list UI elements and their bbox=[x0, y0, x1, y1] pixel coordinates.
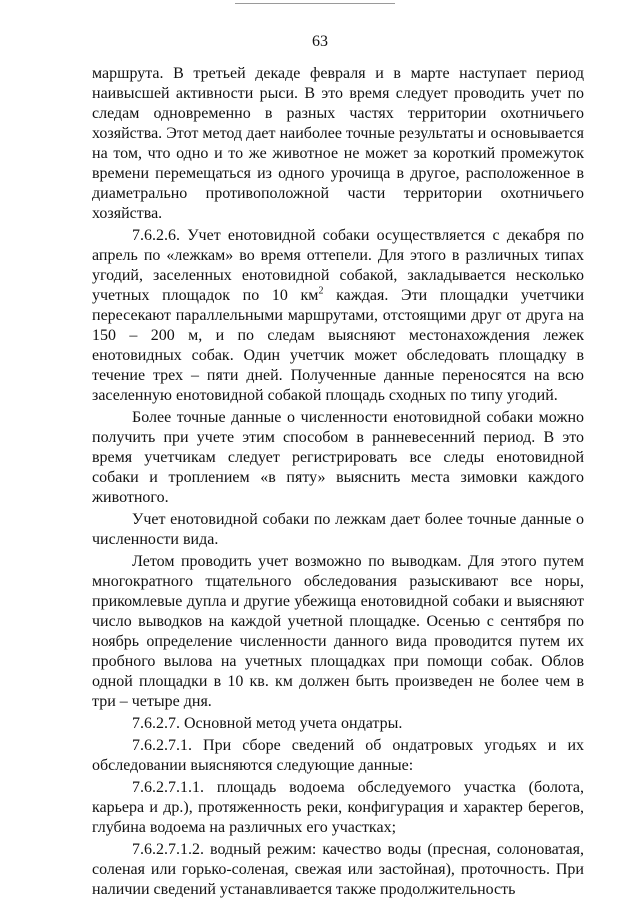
paragraph-muskrat-heading: 7.6.2.7. Основной метод учета ондатры. bbox=[132, 715, 403, 732]
paragraph-summer-broods: Летом проводить учет возможно по выводкам. Для этого путем многократного тщательного обследования разыскивают все норы, прикомлевые дупла и другие убежища енотовидной собаки и выясняют число выводков на каждой учетной площадке. Осенью с сентября по ноябрь определение численности данного вида проводится путем их пробного вылова на учетных площадках при помощи собак. Облов одной площадки в 10 кв. км должен быть произведен не более чем в три – четыре дня. bbox=[92, 553, 584, 710]
superscript: 2 bbox=[318, 285, 324, 297]
paragraph-early-spring-survey: Более точные данные о численности енотовидной собаки можно получить при учете этим способом в ранневесенний период. В это время учетчикам следует регистрировать все следы енотовидной собаки и троплением «в пяту» выяснить места зимовки каждого животного. bbox=[92, 409, 584, 506]
paragraph-muskrat-data: 7.6.2.7.1. При сборе сведений об ондатровых угодьях и их обследовании выясняются следующие данные: bbox=[92, 737, 584, 774]
paragraph-raccoon-dog-survey bbox=[92, 226, 584, 406]
paragraph-lairs-accuracy: Учет енотовидной собаки по лежкам дает более точные данные о численности вида. bbox=[92, 511, 584, 548]
scan-edge-line bbox=[235, 3, 395, 4]
paragraph-water-regime: 7.6.2.7.1.2. водный режим: качество воды (пресная, солоноватая, соленая или горько-соленая, свежая или застойная), проточность. При наличии сведений устанавливается также продолжительность bbox=[92, 841, 584, 898]
document-body bbox=[92, 64, 584, 900]
paragraph-text: 7.6.2.6. Учет енотовидной собаки осуществляется с декабря по апрель по «лежкам» во время оттепели. Для этого в различных типах угодий, заселенных енотовидной собакой, закладывается несколько учетных площадок по 10 км bbox=[92, 227, 584, 304]
paragraph-text: каждая. Эти площадки учетчики пересекают параллельными маршрутами, отстоящими друг от друга на 150 – 200 м, и по следам выясняют местонахождения лежек енотовидных собак. Один учетчик может обследовать площадку в течение трех – пяти дней. Полученные данные переносятся на всю заселенную енотовидной собакой площадь сходных по типу угодий. bbox=[92, 287, 585, 404]
paragraph-water-area: 7.6.2.7.1.1. площадь водоема обследуемого участка (болота, карьера и др.), протяженность реки, конфигурация и характер берегов, глубина водоема на различных его участках; bbox=[92, 779, 584, 836]
paragraph-lynx-survey: маршрута. В третьей декаде февраля и в марте наступает период наивысшей активности рыси. В это время следует проводить учет по следам одновременно в разных частях территории охотничьего хозяйства. Этот метод дает наиболее точные результаты и основывается на том, что одно и то же животное не может за короткий промежуток времени перемещаться из одного урочища в другое, расположенное в диаметрально противоположной части территории охотничьего хозяйства. bbox=[92, 65, 584, 222]
page-number: 63 bbox=[312, 33, 328, 50]
